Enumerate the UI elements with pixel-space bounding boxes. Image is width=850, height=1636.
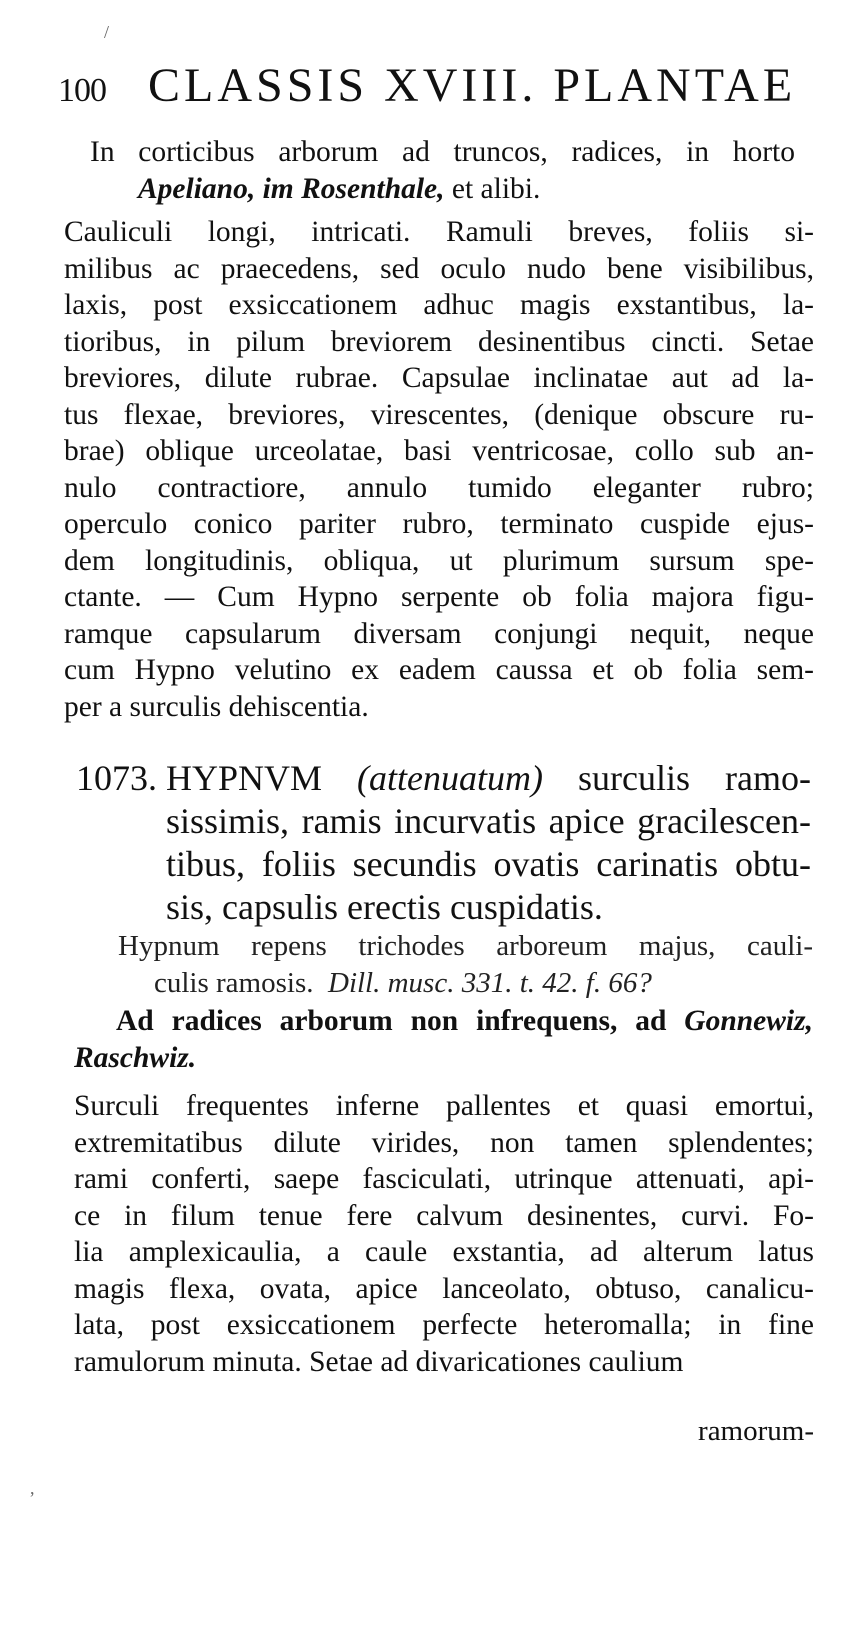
text-line: nulo contractiore, annulo tumido eleganter rubro;	[64, 471, 814, 504]
diagnosis-line: sis, capsulis erectis cuspidatis.	[166, 887, 603, 927]
dillenius-reference: Dill. musc. 331. t. 42. f. 66?	[328, 967, 652, 999]
text-line: operculo conico pariter rubro, terminato cuspide ejus-	[64, 508, 814, 540]
synonym-line: Hypnum repens trichodes arboreum majus, cauli-	[118, 930, 813, 962]
catchword: ramorum-	[698, 1415, 814, 1447]
diagnosis-line: tibus, foliis secundis ovatis carinatis obtu-	[166, 844, 811, 884]
running-title: CLASSIS XVIII. PLANTAE	[148, 59, 797, 112]
text-line: tus flexae, breviores, virescentes, (denique obscure ru-	[64, 398, 814, 431]
text-line: ramulorum minuta. Setae ad divaricationes caulium	[74, 1345, 684, 1378]
text-line: cum Hypno velutino ex eadem caussa et ob folia sem-	[64, 654, 814, 686]
place-name: Gonnewiz,	[684, 1005, 813, 1037]
text-line	[116, 1003, 813, 1040]
diagnosis-line: sissimis, ramis incurvatis apice gracilescen-	[166, 801, 811, 841]
text-line: ramque capsularum diversam conjungi nequit, neque	[64, 617, 814, 650]
stray-mark: /	[104, 22, 110, 42]
synonym-citation	[118, 928, 813, 1002]
stray-mark: ,	[30, 1478, 35, 1498]
page-number: 100	[58, 72, 106, 109]
text-line: ce in filum tenue fere calvum desinentes, curvi. Fo-	[74, 1199, 814, 1232]
description-paragraph-2	[74, 1088, 814, 1380]
text-line: tioribus, in pilum breviorem desinentibus cincti. Setae	[64, 325, 814, 358]
entry-number: 1073.	[76, 758, 157, 798]
habitat-paragraph-1	[90, 134, 795, 207]
text-line: lata, post exsiccationem perfecte heteromalla; in fine	[74, 1309, 814, 1341]
text-line: ctante. — Cum Hypno serpente ob folia majora figu-	[64, 581, 814, 613]
text-line: Cauliculi longi, intricati. Ramuli breves, foliis si-	[64, 216, 814, 248]
text-line: In corticibus arborum ad truncos, radices, in horto	[90, 136, 795, 168]
text-line: per a surculis dehiscentia.	[64, 690, 369, 723]
text-line: laxis, post exsiccationem adhuc magis exstantibus, la-	[64, 289, 814, 321]
text-line: lia amplexicaulia, a caule exstantia, ad alterum latus	[74, 1236, 814, 1268]
description-paragraph-1	[64, 214, 814, 725]
text-line: breviores, dilute rubrae. Capsulae inclinatae aut ad la-	[64, 362, 814, 394]
diagnosis-line	[166, 757, 811, 800]
habitat-text: Ad radices arborum non infrequens, ad	[116, 1005, 667, 1037]
text-line: rami conferti, saepe fasciculati, utrinque attenuati, api-	[74, 1163, 814, 1195]
text-line: extremitatibus dilute virides, non tamen splendentes;	[74, 1126, 814, 1159]
text-line: milibus ac praecedens, sed oculo nudo bene visibilibus,	[64, 252, 814, 285]
habitat-paragraph-2-line-2	[74, 1040, 374, 1077]
place-name: Raschwiz.	[74, 1042, 197, 1074]
text-line: dem longitudinis, obliqua, ut plurimum sursum spe-	[64, 544, 814, 577]
entry-diagnosis	[166, 757, 811, 929]
synonym-text: culis ramosis.	[154, 967, 314, 999]
page-header	[58, 58, 797, 118]
species-epithet: (attenuatum)	[357, 758, 544, 798]
synonym-line	[118, 965, 813, 1002]
text-line: Surculi frequentes inferne pallentes et quasi emortui,	[74, 1090, 814, 1122]
text-line: brae) oblique urceolatae, basi ventricosae, collo sub an-	[64, 435, 814, 467]
text-fragment: et alibi.	[451, 172, 541, 205]
text-line	[90, 171, 795, 208]
diagnosis-text: surculis ramo-	[578, 758, 811, 798]
place-name: Apeliano, im Rosenthale,	[138, 172, 445, 205]
habitat-paragraph-2	[116, 1003, 813, 1040]
genus-name: HYPNVM	[166, 758, 323, 798]
text-line: magis flexa, ovata, apice lanceolato, obtuso, canalicu-	[74, 1272, 814, 1305]
